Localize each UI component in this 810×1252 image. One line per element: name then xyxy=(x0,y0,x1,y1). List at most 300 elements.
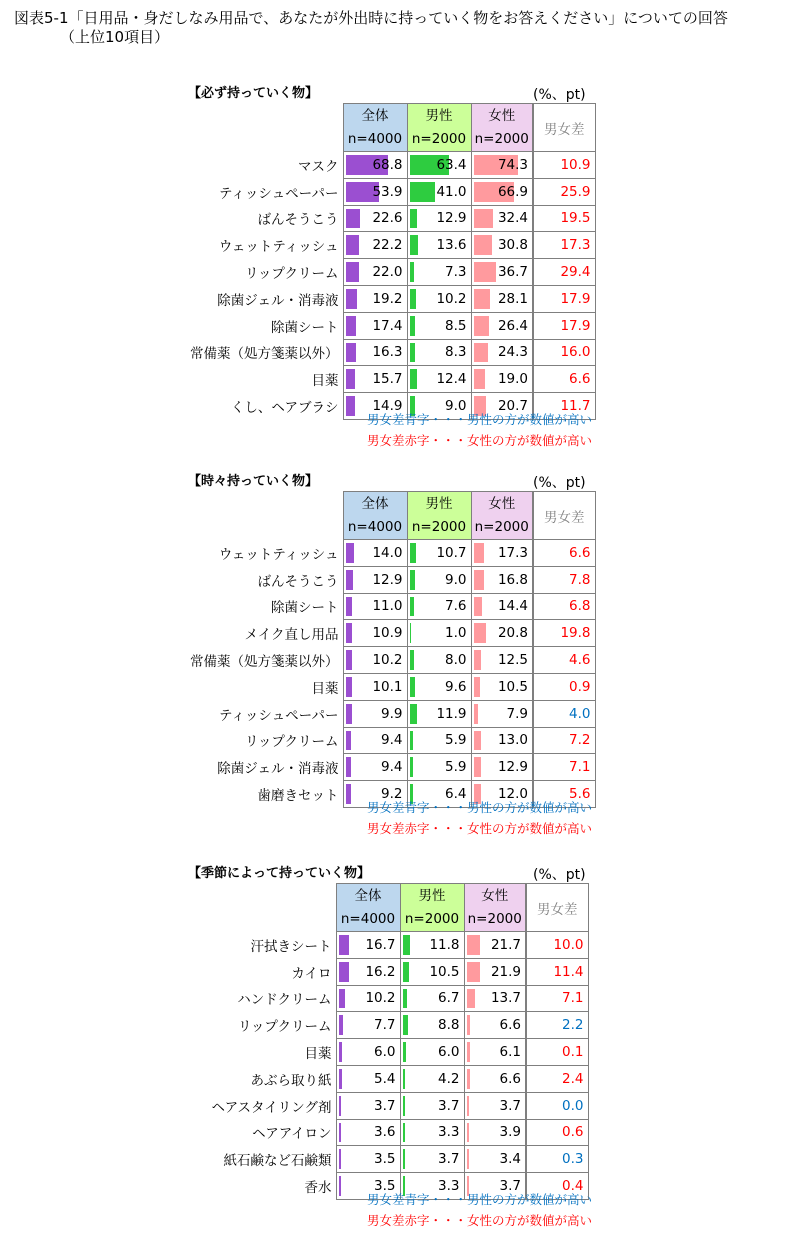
value-cell-male xyxy=(407,727,471,754)
value-all: 10.1 xyxy=(372,678,403,695)
value-cell-all xyxy=(336,958,400,985)
value-cell-male xyxy=(407,754,471,781)
value-male: 3.3 xyxy=(438,1124,460,1141)
value-diff: 0.9 xyxy=(533,673,595,700)
value-female: 6.1 xyxy=(499,1044,521,1061)
value-cell-female xyxy=(471,312,533,339)
value-male: 6.4 xyxy=(445,786,467,803)
value-all: 9.9 xyxy=(381,705,403,722)
table-row xyxy=(190,152,595,179)
row-label: ハンドクリーム xyxy=(237,992,332,1009)
value-all: 68.8 xyxy=(372,156,403,173)
value-male: 1.0 xyxy=(445,625,467,642)
value-male: 3.7 xyxy=(438,1097,460,1114)
value-female: 28.1 xyxy=(497,290,528,307)
value-cell-female xyxy=(471,366,533,393)
value-cell-female xyxy=(471,673,533,700)
note-blue: 男女差青字・・・男性の方が数値が高い xyxy=(367,412,593,427)
value-male: 10.7 xyxy=(436,544,467,561)
value-female: 21.7 xyxy=(490,936,521,953)
note-red: 男女差赤字・・・女性の方が数値が高い xyxy=(367,1213,593,1228)
table-row xyxy=(190,205,595,232)
value-male: 10.2 xyxy=(436,290,467,307)
table-row xyxy=(190,727,595,754)
bar-female xyxy=(467,1015,471,1035)
value-all: 22.0 xyxy=(372,264,403,281)
value-cell-male xyxy=(400,1092,464,1119)
row-label: リップクリーム xyxy=(237,1019,332,1036)
value-cell-male xyxy=(407,647,471,674)
value-male: 7.3 xyxy=(445,264,467,281)
value-cell-all xyxy=(343,700,407,727)
value-male: 8.3 xyxy=(445,344,467,361)
value-diff: 25.9 xyxy=(533,178,595,205)
value-all: 16.3 xyxy=(372,344,403,361)
value-cell-male xyxy=(407,285,471,312)
value-diff: 0.6 xyxy=(526,1119,588,1146)
value-male: 8.0 xyxy=(445,652,467,669)
bar-male xyxy=(403,935,410,955)
value-cell-female xyxy=(471,285,533,312)
bar-female xyxy=(474,677,480,697)
bar-all xyxy=(346,543,355,563)
bar-female xyxy=(467,935,480,955)
value-cell-female xyxy=(464,1065,526,1092)
value-cell-male xyxy=(400,932,464,959)
bar-male xyxy=(410,731,414,751)
value-male: 4.2 xyxy=(438,1070,460,1087)
chart-title xyxy=(14,9,804,47)
value-cell-male xyxy=(400,1119,464,1146)
value-cell-female xyxy=(471,205,533,232)
bar-all xyxy=(339,1096,341,1116)
table-row xyxy=(190,700,595,727)
value-female: 19.0 xyxy=(497,371,528,388)
table-row xyxy=(190,985,588,1012)
header-spacer xyxy=(190,884,336,908)
value-female: 12.0 xyxy=(497,786,528,803)
value-diff: 4.6 xyxy=(533,647,595,674)
value-all: 3.7 xyxy=(374,1097,396,1114)
bar-all xyxy=(346,343,356,363)
value-male: 9.6 xyxy=(445,678,467,695)
section-title: 【季節によって持っていく物】 xyxy=(188,866,371,881)
section-title: 【必ず持っていく物】 xyxy=(188,86,319,101)
header-spacer xyxy=(190,104,343,128)
value-cell-female xyxy=(471,339,533,366)
unit-label: (%、pt) xyxy=(533,87,586,103)
value-cell-male xyxy=(407,205,471,232)
bar-male xyxy=(410,543,417,563)
value-all: 3.5 xyxy=(374,1151,396,1168)
value-cell-male xyxy=(407,593,471,620)
header-all-n: n=4000 xyxy=(336,908,400,932)
row-label: 除菌ジェル・消毒液 xyxy=(217,761,339,778)
bar-male xyxy=(410,677,416,697)
row-label: 除菌シート xyxy=(271,319,339,336)
header-diff: 男女差 xyxy=(526,884,588,932)
value-diff: 7.2 xyxy=(533,727,595,754)
bar-all xyxy=(346,235,360,255)
bar-all xyxy=(346,677,352,697)
value-diff: 6.8 xyxy=(533,593,595,620)
table-row xyxy=(190,620,595,647)
value-all: 22.6 xyxy=(372,210,403,227)
bar-male xyxy=(410,623,412,643)
value-cell-all xyxy=(343,620,407,647)
bar-all xyxy=(339,1123,341,1143)
value-cell-all xyxy=(336,1012,400,1039)
table-row xyxy=(190,1065,588,1092)
bar-female xyxy=(467,1149,469,1169)
bar-male xyxy=(410,570,416,590)
bar-male xyxy=(410,343,415,363)
value-all: 14.9 xyxy=(372,398,403,415)
table-row xyxy=(190,1012,588,1039)
header-male-n: n=2000 xyxy=(407,128,471,152)
bar-male xyxy=(410,650,415,670)
row-label: 常備薬（処方箋薬以外） xyxy=(190,654,339,671)
value-male: 9.0 xyxy=(445,398,467,415)
bar-all xyxy=(346,784,352,804)
value-female: 66.9 xyxy=(497,183,528,200)
value-diff: 7.1 xyxy=(526,985,588,1012)
header-male: 男性 xyxy=(407,104,471,128)
row-label: あぶら取り紙 xyxy=(250,1072,332,1089)
bar-all xyxy=(346,396,355,416)
value-cell-female xyxy=(471,259,533,286)
value-all: 3.6 xyxy=(374,1124,396,1141)
bar-all xyxy=(346,289,358,309)
value-all: 14.0 xyxy=(372,544,403,561)
header-female-n: n=2000 xyxy=(471,516,533,540)
value-female: 6.6 xyxy=(499,1070,521,1087)
bar-female xyxy=(467,1123,469,1143)
row-label: マスク xyxy=(298,158,339,175)
value-all: 10.9 xyxy=(372,625,403,642)
value-cell-all xyxy=(336,1039,400,1066)
value-cell-female xyxy=(471,232,533,259)
value-diff: 5.6 xyxy=(533,781,595,808)
value-female: 24.3 xyxy=(497,344,528,361)
table-row xyxy=(190,647,595,674)
value-diff: 0.0 xyxy=(526,1092,588,1119)
value-cell-all xyxy=(343,647,407,674)
value-diff: 0.3 xyxy=(526,1146,588,1173)
value-female: 21.9 xyxy=(490,963,521,980)
table-row xyxy=(190,1039,588,1066)
value-all: 11.0 xyxy=(372,598,403,615)
value-cell-male xyxy=(400,1146,464,1173)
header-all: 全体 xyxy=(336,884,400,908)
bar-female xyxy=(474,597,483,617)
value-all: 16.7 xyxy=(365,936,396,953)
value-cell-all xyxy=(343,178,407,205)
header-spacer xyxy=(190,128,343,152)
value-male: 3.3 xyxy=(438,1178,460,1195)
value-cell-female xyxy=(471,593,533,620)
title-line-1: 図表5-1「日用品・身だしなみ用品で、あなたが外出時に持っていく物をお答えください」についての回答 xyxy=(14,9,728,27)
value-cell-male xyxy=(407,540,471,567)
value-diff: 11.4 xyxy=(526,958,588,985)
value-diff: 4.0 xyxy=(533,700,595,727)
bar-female xyxy=(474,369,485,389)
value-diff: 19.8 xyxy=(533,620,595,647)
bar-female xyxy=(467,1096,469,1116)
bar-male xyxy=(410,316,415,336)
row-label: ヘアスタイリング剤 xyxy=(211,1099,332,1116)
value-male: 6.7 xyxy=(438,990,460,1007)
bar-all xyxy=(339,1015,344,1035)
value-cell-male xyxy=(407,259,471,286)
value-all: 19.2 xyxy=(372,290,403,307)
bar-male xyxy=(410,704,417,724)
value-female: 16.8 xyxy=(497,571,528,588)
bar-female xyxy=(474,757,482,777)
table-row xyxy=(190,312,595,339)
value-female: 14.4 xyxy=(497,598,528,615)
value-cell-female xyxy=(464,932,526,959)
header-spacer xyxy=(190,492,343,516)
row-label: 除菌ジェル・消毒液 xyxy=(217,292,339,309)
table-row xyxy=(190,339,595,366)
bar-female xyxy=(474,262,496,282)
value-male: 8.5 xyxy=(445,317,467,334)
value-cell-female xyxy=(471,152,533,179)
table-row xyxy=(190,1092,588,1119)
bar-all xyxy=(346,731,352,751)
value-all: 7.7 xyxy=(374,1017,396,1034)
header-spacer xyxy=(190,516,343,540)
bar-female xyxy=(474,543,484,563)
value-cell-all xyxy=(343,205,407,232)
row-label: 香水 xyxy=(304,1180,332,1197)
value-diff: 10.0 xyxy=(526,932,588,959)
value-female: 20.7 xyxy=(497,398,528,415)
value-cell-male xyxy=(407,152,471,179)
bar-all xyxy=(339,935,349,955)
unit-label: (%、pt) xyxy=(533,867,586,883)
value-female: 3.7 xyxy=(499,1178,521,1195)
value-diff: 10.9 xyxy=(533,152,595,179)
value-female: 3.9 xyxy=(499,1124,521,1141)
value-all: 10.2 xyxy=(365,990,396,1007)
row-label: 汗拭きシート xyxy=(250,938,332,955)
value-diff: 6.6 xyxy=(533,540,595,567)
bar-all xyxy=(346,704,352,724)
table-row xyxy=(190,593,595,620)
row-label: ティッシュペーパー xyxy=(219,185,339,202)
value-cell-all xyxy=(343,259,407,286)
value-all: 3.5 xyxy=(374,1178,396,1195)
bar-male xyxy=(403,1096,405,1116)
value-cell-female xyxy=(471,540,533,567)
value-cell-male xyxy=(407,700,471,727)
bar-female xyxy=(474,623,486,643)
value-diff: 7.1 xyxy=(533,754,595,781)
row-label: カイロ xyxy=(291,965,332,982)
value-male: 6.0 xyxy=(438,1044,460,1061)
row-label: メイク直し用品 xyxy=(244,627,339,644)
value-female: 3.4 xyxy=(499,1151,521,1168)
value-male: 63.4 xyxy=(436,156,467,173)
value-female: 26.4 xyxy=(497,317,528,334)
bar-male xyxy=(410,182,435,202)
bar-all xyxy=(346,316,357,336)
value-cell-all xyxy=(336,1092,400,1119)
value-diff: 17.9 xyxy=(533,285,595,312)
value-cell-male xyxy=(407,366,471,393)
table-row xyxy=(190,1119,588,1146)
row-label: リップクリーム xyxy=(244,734,339,751)
value-diff: 16.0 xyxy=(533,339,595,366)
bar-all xyxy=(339,1149,341,1169)
bar-female xyxy=(474,289,491,309)
table-row xyxy=(190,232,595,259)
bar-all xyxy=(346,650,352,670)
value-cell-all xyxy=(343,285,407,312)
value-male: 7.6 xyxy=(445,598,467,615)
value-female: 74.3 xyxy=(497,156,528,173)
value-diff: 17.9 xyxy=(533,312,595,339)
value-cell-female xyxy=(464,1012,526,1039)
value-cell-female xyxy=(471,647,533,674)
value-female: 12.5 xyxy=(497,652,528,669)
value-cell-male xyxy=(407,339,471,366)
value-cell-male xyxy=(400,958,464,985)
header-female: 女性 xyxy=(471,492,533,516)
value-female: 30.8 xyxy=(497,237,528,254)
bar-female xyxy=(467,989,475,1009)
value-all: 6.0 xyxy=(374,1044,396,1061)
bar-all xyxy=(339,1069,342,1089)
value-cell-all xyxy=(343,312,407,339)
bar-all xyxy=(339,1176,341,1196)
value-cell-female xyxy=(464,958,526,985)
value-cell-female xyxy=(464,1039,526,1066)
bar-female xyxy=(467,1069,471,1089)
bar-all xyxy=(339,1042,343,1062)
row-label: ばんそうこう xyxy=(257,573,339,590)
value-cell-female xyxy=(464,1119,526,1146)
value-male: 5.9 xyxy=(445,759,467,776)
value-all: 9.4 xyxy=(381,732,403,749)
header-male: 男性 xyxy=(400,884,464,908)
value-diff: 0.4 xyxy=(526,1173,588,1200)
value-cell-all xyxy=(343,727,407,754)
bar-male xyxy=(410,289,416,309)
header-female-n: n=2000 xyxy=(471,128,533,152)
header-all-n: n=4000 xyxy=(343,128,407,152)
bar-female xyxy=(474,209,493,229)
value-cell-female xyxy=(471,700,533,727)
bar-female xyxy=(474,235,492,255)
value-cell-all xyxy=(343,754,407,781)
value-male: 12.9 xyxy=(436,210,467,227)
bar-all xyxy=(346,369,356,389)
bar-female xyxy=(474,731,482,751)
value-cell-all xyxy=(336,932,400,959)
bar-male xyxy=(410,369,418,389)
table-row xyxy=(190,958,588,985)
value-cell-female xyxy=(464,1092,526,1119)
value-all: 16.2 xyxy=(365,963,396,980)
value-male: 11.8 xyxy=(429,936,460,953)
bar-male xyxy=(403,1042,407,1062)
value-female: 36.7 xyxy=(497,264,528,281)
header-female: 女性 xyxy=(464,884,526,908)
value-diff: 0.1 xyxy=(526,1039,588,1066)
value-cell-male xyxy=(407,312,471,339)
value-diff: 6.6 xyxy=(533,366,595,393)
value-female: 7.9 xyxy=(506,705,528,722)
bar-female xyxy=(467,962,480,982)
value-diff: 17.3 xyxy=(533,232,595,259)
value-male: 12.4 xyxy=(436,371,467,388)
value-all: 10.2 xyxy=(372,652,403,669)
table-row xyxy=(190,754,595,781)
header-all: 全体 xyxy=(343,492,407,516)
header-spacer xyxy=(190,908,336,932)
value-cell-male xyxy=(407,673,471,700)
value-female: 32.4 xyxy=(497,210,528,227)
value-male: 10.5 xyxy=(429,963,460,980)
table-row xyxy=(190,285,595,312)
bar-female xyxy=(467,1042,471,1062)
value-cell-female xyxy=(471,727,533,754)
row-label: 目薬 xyxy=(311,373,339,390)
value-female: 12.9 xyxy=(497,759,528,776)
bar-all xyxy=(346,623,353,643)
value-cell-all xyxy=(343,232,407,259)
bar-male xyxy=(410,757,414,777)
value-all: 5.4 xyxy=(374,1070,396,1087)
value-cell-male xyxy=(407,232,471,259)
table-row xyxy=(190,566,595,593)
data-table xyxy=(190,491,596,808)
value-diff: 11.7 xyxy=(533,393,595,420)
value-all: 9.2 xyxy=(381,786,403,803)
value-cell-male xyxy=(400,1012,464,1039)
table-row xyxy=(190,366,595,393)
bar-all xyxy=(339,989,345,1009)
header-female: 女性 xyxy=(471,104,533,128)
value-diff: 29.4 xyxy=(533,259,595,286)
value-male: 3.7 xyxy=(438,1151,460,1168)
value-cell-all xyxy=(343,540,407,567)
data-table xyxy=(190,103,596,420)
section-title: 【時々持っていく物】 xyxy=(188,474,319,489)
value-male: 5.9 xyxy=(445,732,467,749)
bar-male xyxy=(403,1149,405,1169)
value-cell-all xyxy=(336,985,400,1012)
header-male-n: n=2000 xyxy=(407,516,471,540)
value-cell-female xyxy=(471,178,533,205)
header-diff: 男女差 xyxy=(533,492,595,540)
bar-male xyxy=(403,989,407,1009)
value-cell-all xyxy=(336,1146,400,1173)
value-cell-female xyxy=(464,1146,526,1173)
row-label: ウェットティッシュ xyxy=(218,239,339,256)
header-all-n: n=4000 xyxy=(343,516,407,540)
value-cell-all xyxy=(343,339,407,366)
value-cell-male xyxy=(407,178,471,205)
table-row xyxy=(190,1146,588,1173)
bar-female xyxy=(474,316,490,336)
value-male: 9.0 xyxy=(445,571,467,588)
bar-male xyxy=(403,1069,406,1089)
header-diff: 男女差 xyxy=(533,104,595,152)
